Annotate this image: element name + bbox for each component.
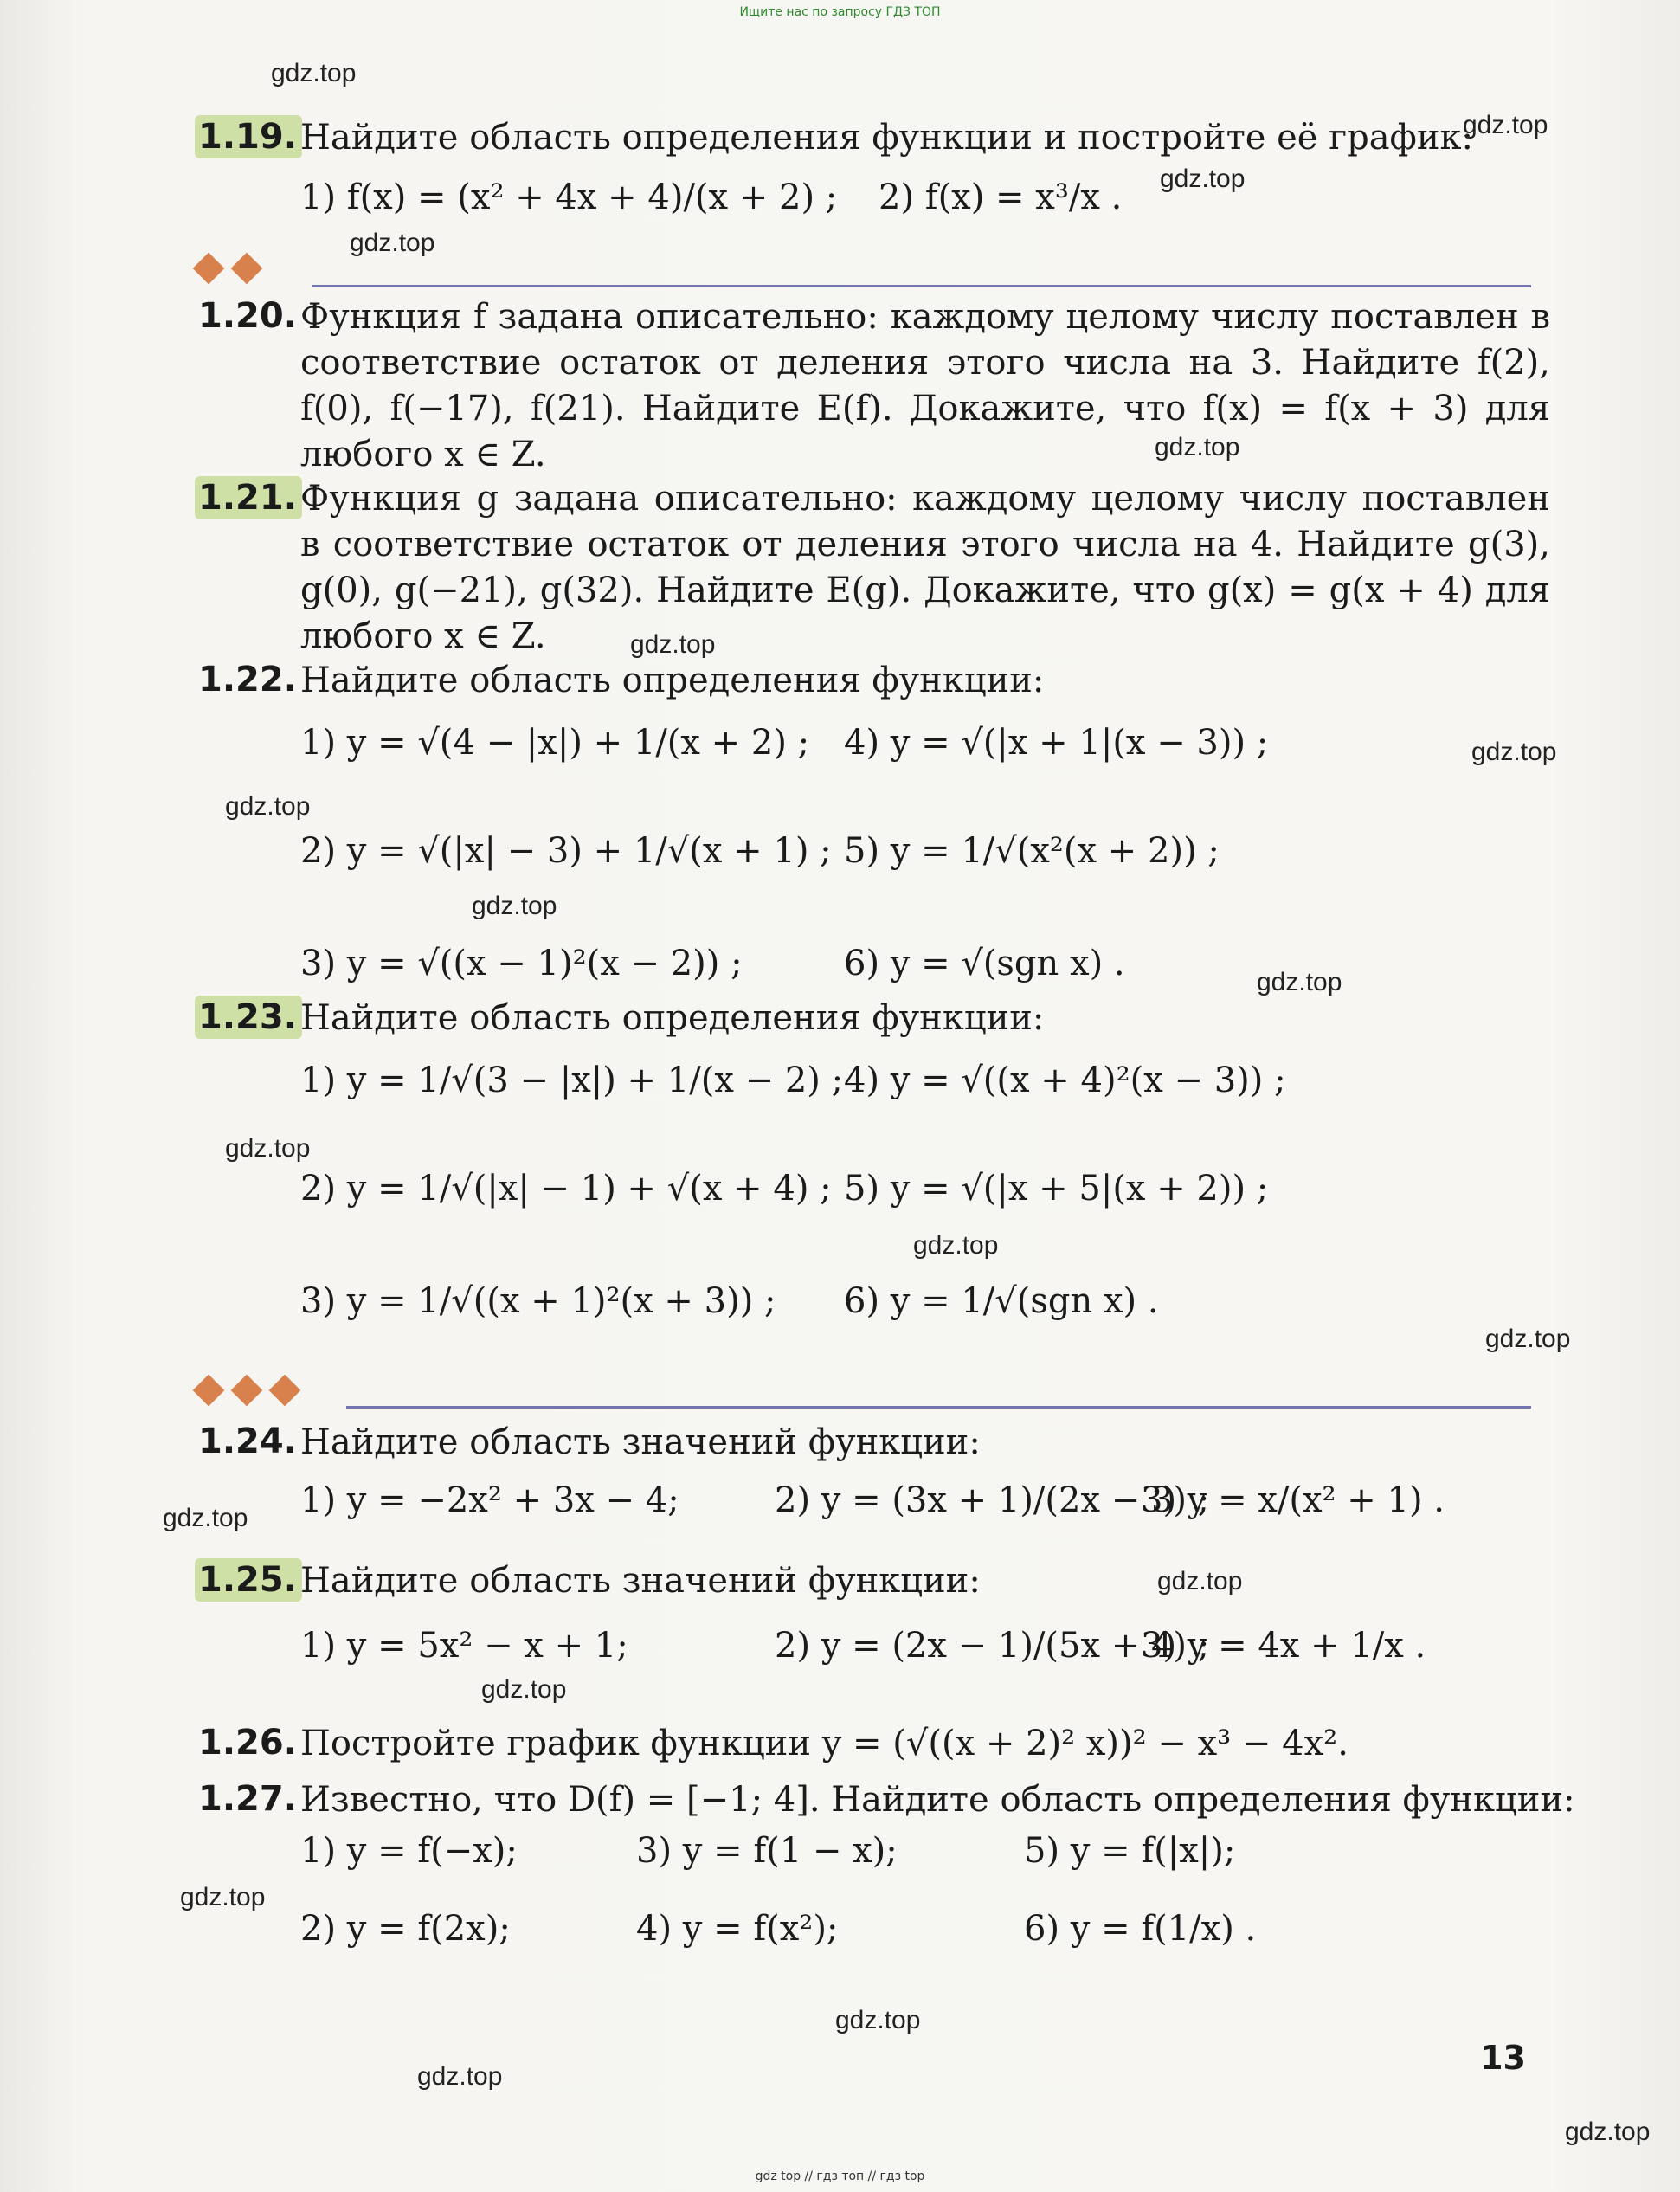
section-divider (346, 1406, 1531, 1409)
item-1-27-3: 3) y = f(1 − x); (636, 1831, 898, 1871)
item-1-27-4: 4) y = f(x²); (636, 1909, 839, 1949)
page-number: 13 (1480, 2039, 1526, 2077)
item-1-22-5: 5) y = 1/√(x²(x + 2)) ; (844, 831, 1220, 871)
watermark: gdz.top (163, 1504, 248, 1532)
item-1-25-3: 3) y = 4x + 1/x . (1141, 1626, 1426, 1666)
watermark: gdz.top (350, 229, 435, 257)
exercise-number: 1.20. (198, 296, 297, 336)
diamond-icon (193, 253, 225, 285)
exercise-text: Найдите область определения функции: (300, 661, 1045, 700)
watermark: gdz.top (225, 1134, 311, 1163)
exercise-number: 1.23. (195, 996, 302, 1039)
item-1-19-1: 1) f(x) = (x² + 4x + 4)/(x + 2) ; (300, 177, 838, 217)
item-1-23-3: 3) y = 1/√((x + 1)²(x + 3)) ; (300, 1281, 776, 1321)
exercise-text: Найдите область значений функции: (300, 1561, 981, 1601)
item-1-22-3: 3) y = √((x − 1)²(x − 2)) ; (300, 944, 743, 983)
exercise-number: 1.25. (195, 1558, 302, 1602)
diamond-icon (269, 1375, 301, 1407)
diamond-icon (231, 253, 263, 285)
watermark: gdz.top (1485, 1325, 1571, 1353)
item-1-27-6: 6) y = f(1/x) . (1024, 1909, 1257, 1949)
watermark: gdz.top (1155, 433, 1240, 461)
watermark: gdz.top (913, 1231, 999, 1260)
watermark: gdz.top (472, 892, 557, 920)
diamond-icon (193, 1375, 225, 1407)
exercise-number: 1.22. (198, 660, 297, 700)
watermark: gdz.top (835, 2006, 921, 2034)
watermark: gdz.top (1157, 1567, 1243, 1596)
item-1-22-4: 4) y = √(|x + 1|(x − 3)) ; (844, 723, 1269, 763)
diamond-icon (231, 1375, 263, 1407)
watermark: gdz.top (1565, 2118, 1651, 2146)
exercise-number: 1.27. (198, 1779, 297, 1819)
item-1-24-2: 2) y = (3x + 1)/(2x − 3) ; (775, 1480, 1210, 1520)
exercise-text: Найдите область определения функции и постройте её график: (300, 118, 1473, 158)
item-1-22-1: 1) y = √(4 − |x|) + 1/(x + 2) ; (300, 723, 810, 763)
top-banner: Ищите нас по запросу ГДЗ ТОП (739, 5, 941, 19)
exercise-number: 1.21. (195, 476, 302, 519)
exercise-text: Найдите область определения функции: (300, 998, 1045, 1038)
watermark: gdz.top (630, 630, 716, 659)
watermark: gdz.top (271, 59, 357, 87)
watermark: gdz.top (481, 1675, 567, 1704)
exercise-text: Функция f задана описательно: каждому целому числу поставлен в соответствие остаток от деления этого числа на 3. Найдите f(2), f(0), f(−17), f(21). Найдите E(f). Докажите, что f(x) = f(x + 3) для любого x ∈ Z. (300, 297, 1550, 474)
item-1-25-2: 2) y = (2x − 1)/(5x + 4) ; (775, 1626, 1210, 1666)
item-1-27-2: 2) y = f(2x); (300, 1909, 511, 1949)
exercise-1-20 (195, 294, 1550, 476)
item-1-25-1: 1) y = 5x² − x + 1; (300, 1626, 628, 1666)
exercise-number: 1.24. (198, 1422, 297, 1461)
exercise-text: Постройте график функции y = (√((x + 2)² x))² − x³ − 4x². (300, 1724, 1349, 1763)
difficulty-marker (197, 1379, 296, 1402)
item-1-27-1: 1) y = f(−x); (300, 1831, 518, 1871)
item-1-23-1: 1) y = 1/√(3 − |x|) + 1/(x − 2) ; (300, 1061, 844, 1100)
watermark: gdz.top (1257, 968, 1342, 996)
item-1-24-1: 1) y = −2x² + 3x − 4; (300, 1480, 679, 1520)
item-1-27-5: 5) y = f(|x|); (1024, 1831, 1236, 1871)
item-1-23-4: 4) y = √((x + 4)²(x − 3)) ; (844, 1061, 1286, 1100)
item-1-23-5: 5) y = √(|x + 5|(x + 2)) ; (844, 1169, 1269, 1209)
item-1-24-3: 3) y = x/(x² + 1) . (1141, 1480, 1445, 1520)
watermark: gdz.top (1160, 164, 1246, 193)
exercise-text: Найдите область значений функции: (300, 1422, 981, 1462)
item-1-19-2: 2) f(x) = x³/x . (879, 177, 1123, 217)
exercise-text: Известно, что D(f) = [−1; 4]. Найдите область определения функции: (300, 1780, 1575, 1820)
exercise-number: 1.26. (198, 1723, 297, 1763)
watermark: gdz.top (180, 1883, 266, 1912)
item-1-22-6: 6) y = √(sgn x) . (844, 944, 1125, 983)
section-divider (312, 285, 1531, 287)
watermark: gdz.top (1471, 738, 1557, 766)
exercise-text: Функция g задана описательно: каждому целому числу поставлен в соответствие остаток от деления этого числа на 4. Найдите g(3), g(0), g(−21), g(32). Найдите E(g). Докажите, что g(x) = g(x + 4) для любого x ∈ Z. (300, 479, 1550, 656)
watermark: gdz.top (417, 2062, 503, 2091)
difficulty-marker (197, 257, 258, 280)
item-1-23-2: 2) y = 1/√(|x| − 1) + √(x + 4) ; (300, 1169, 832, 1209)
exercise-number: 1.19. (195, 115, 302, 158)
bottom-banner: gdz top // гдз топ // гдз top (755, 2169, 925, 2183)
watermark: gdz.top (225, 792, 311, 821)
exercise-1-21 (195, 476, 1550, 658)
item-1-23-6: 6) y = 1/√(sgn x) . (844, 1281, 1159, 1321)
watermark: gdz.top (1463, 111, 1548, 139)
item-1-22-2: 2) y = √(|x| − 3) + 1/√(x + 1) ; (300, 831, 832, 871)
